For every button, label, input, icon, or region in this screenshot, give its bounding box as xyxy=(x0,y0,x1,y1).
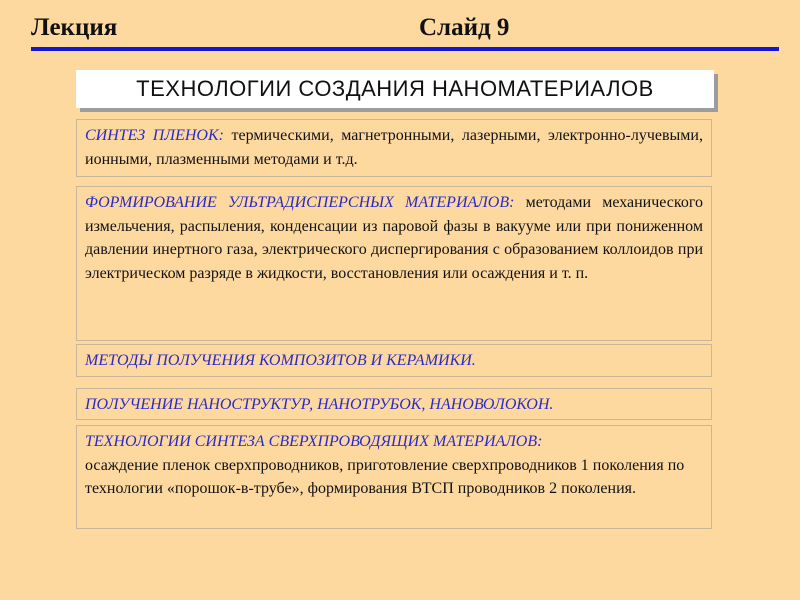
section-heading: ПОЛУЧЕНИЕ НАНОСТРУКТУР, НАНОТРУБОК, НАНОВОЛОКОН. xyxy=(85,396,554,413)
section-heading: ФОРМИРОВАНИЕ УЛЬТРАДИСПЕРСНЫХ МАТЕРИАЛОВ: xyxy=(85,194,515,211)
section-superconductors xyxy=(76,425,712,529)
section-text: методами механического измельчения, распыления, конденсации из паровой фазы в вакууме или при пониженном давлении инертного газа, электрического диспергирования с образованием коллоидов при электрическом разряде в жидкости, восстановления или осаждения и т. п. xyxy=(85,194,703,282)
section-film-synthesis xyxy=(76,119,712,177)
lecture-label: Лекция xyxy=(31,14,118,41)
section-nanostructures xyxy=(76,388,712,420)
section-heading: СИНТЕЗ ПЛЕНОК: xyxy=(85,127,224,144)
slide-title: ТЕХНОЛОГИИ СОЗДАНИЯ НАНОМАТЕРИАЛОВ xyxy=(76,70,714,108)
section-text: термическими, магнетронными, лазерными, электронно-лучевыми, ионными, плазменными методами и т.д. xyxy=(85,127,703,168)
section-text: осаждение пленок сверхпроводников, приготовление сверхпроводников 1 поколения по технологии «порошок-в-трубе», формирования ВТСП проводников 2 поколения. xyxy=(85,456,685,497)
section-heading: МЕТОДЫ ПОЛУЧЕНИЯ КОМПОЗИТОВ И КЕРАМИКИ. xyxy=(85,352,476,369)
section-ultradisperse-materials xyxy=(76,186,712,341)
section-heading: ТЕХНОЛОГИИ СИНТЕЗА СВЕРХПРОВОДЯЩИХ МАТЕРИАЛОВ: xyxy=(85,433,543,450)
slide-number: Слайд 9 xyxy=(419,14,510,41)
header-divider xyxy=(31,47,779,51)
section-composites-ceramics xyxy=(76,344,712,377)
